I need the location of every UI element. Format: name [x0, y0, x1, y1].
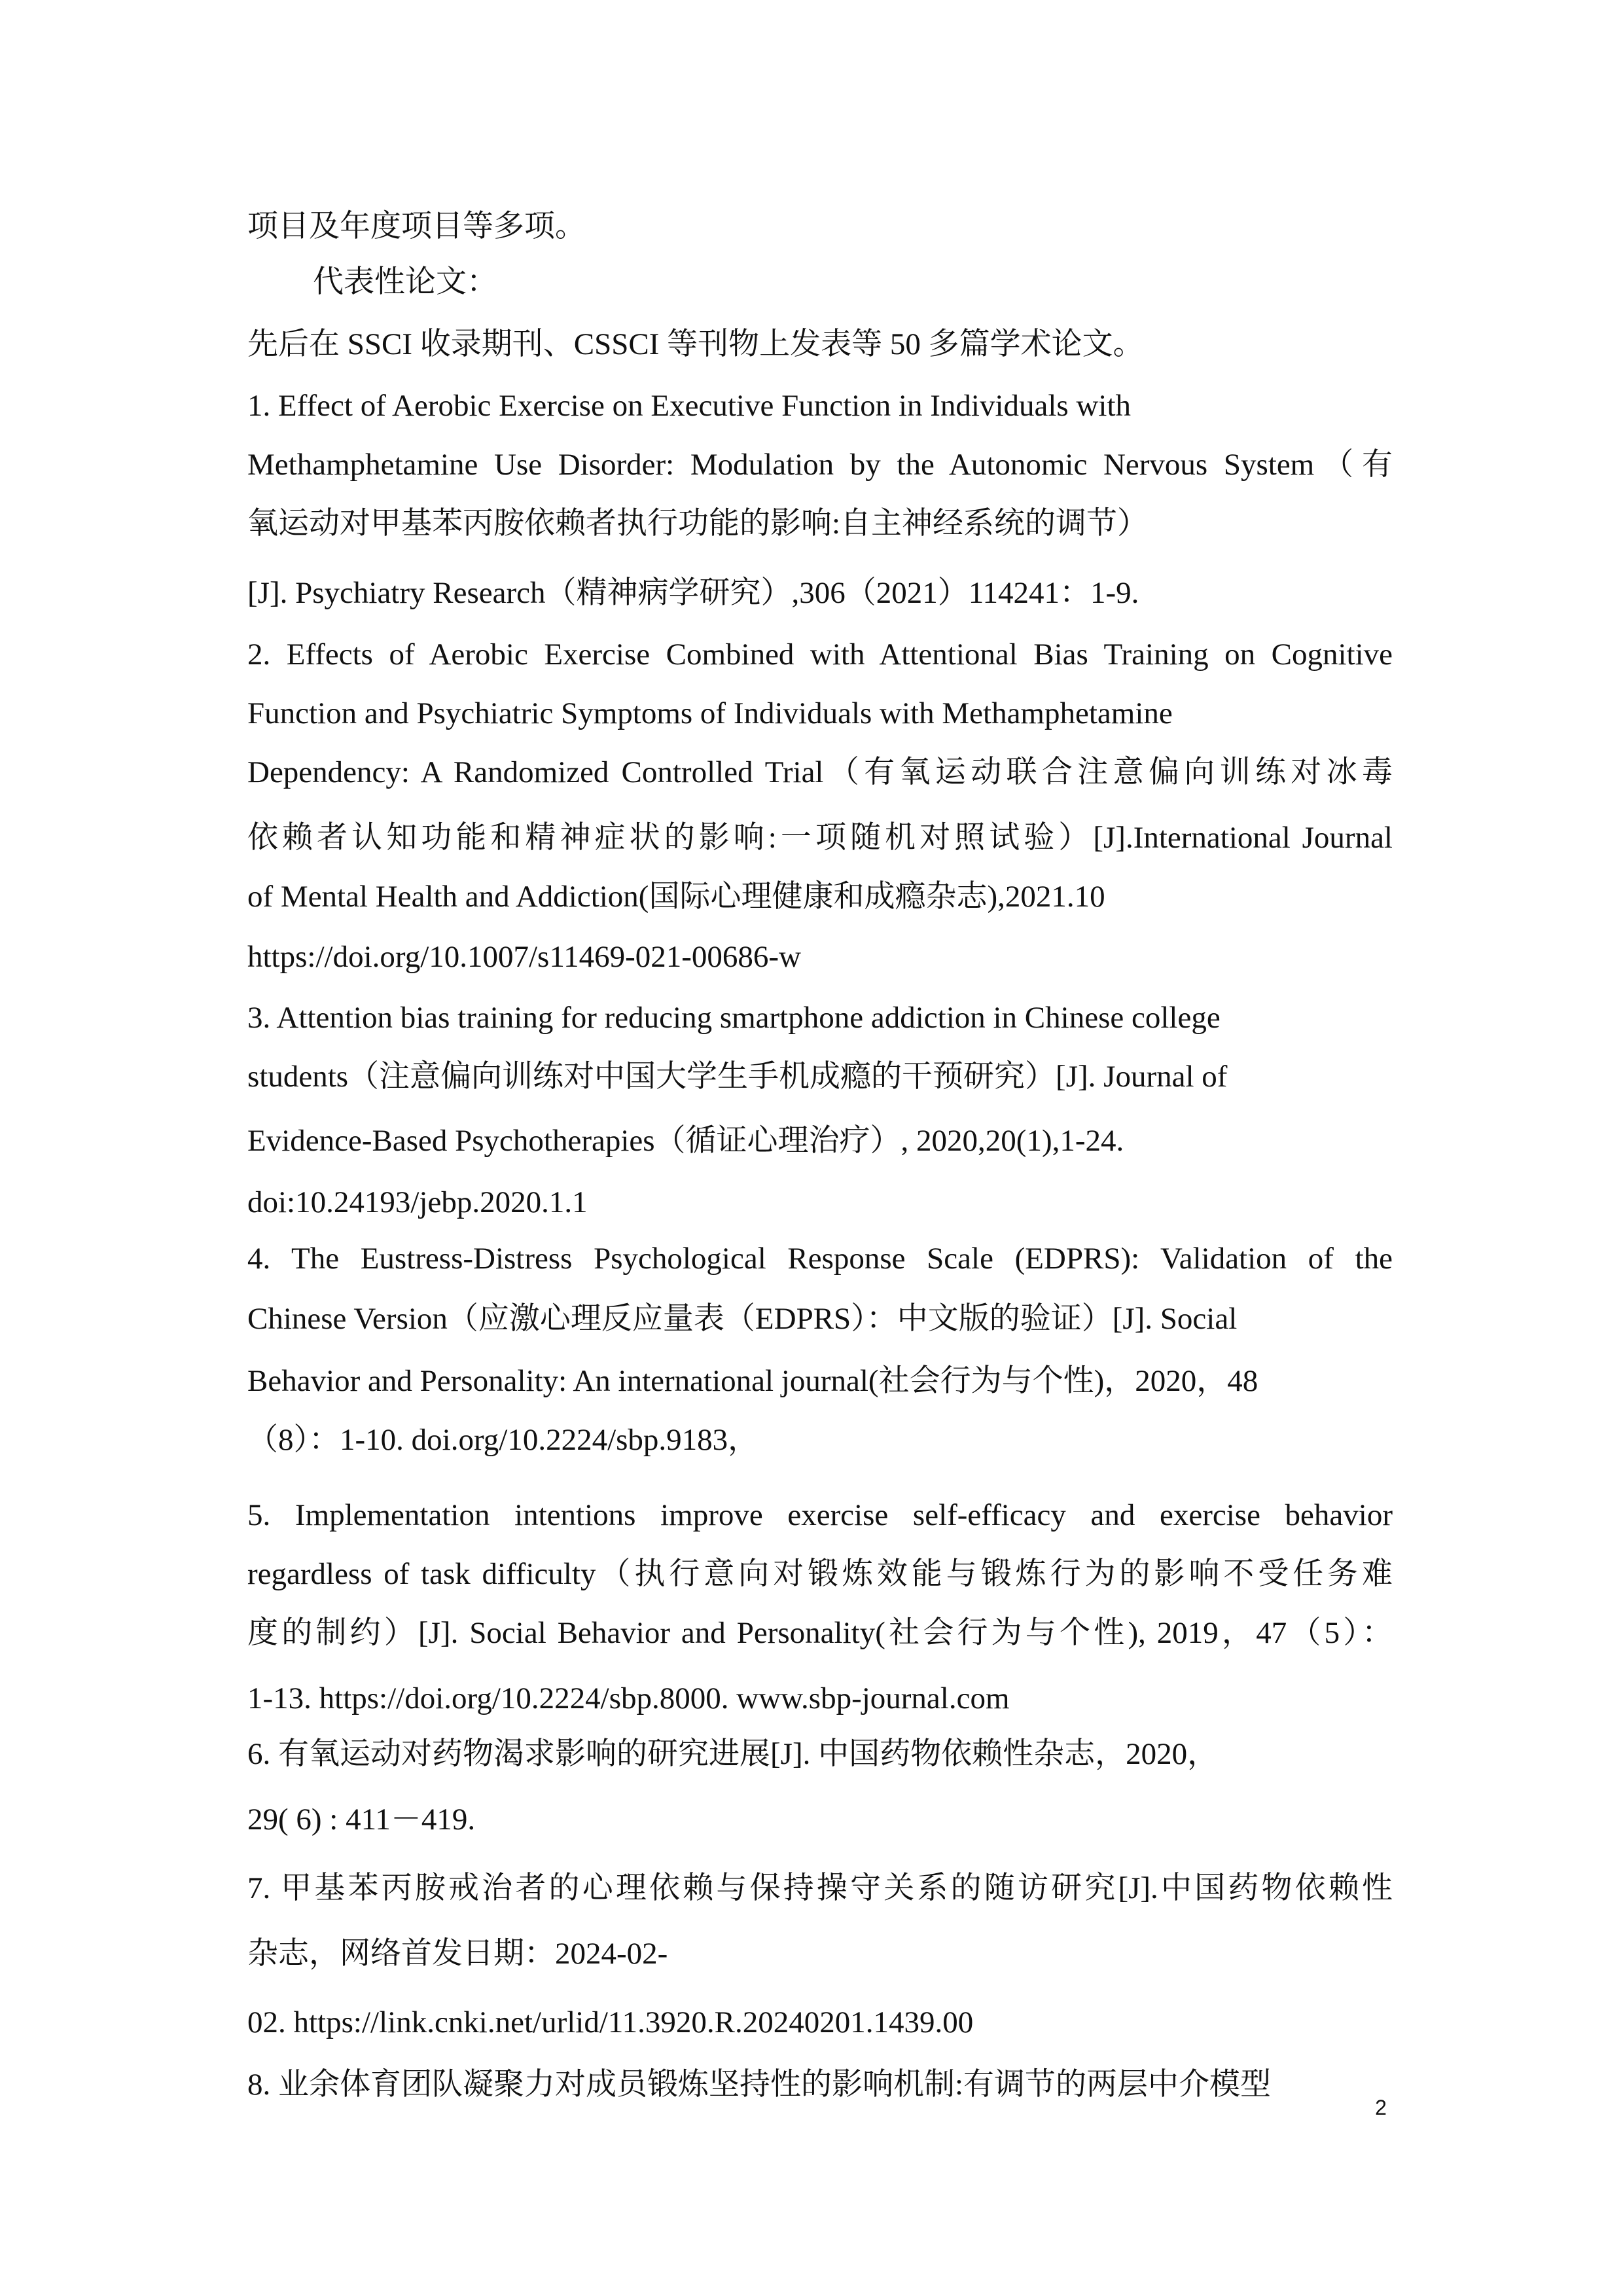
paper-2-line-1: 2. Effects of Aerobic Exercise Combined with Attentional Bias Training on Cognitive — [247, 637, 1393, 672]
paper-1-line-3: 氧运动对甲基苯丙胺依赖者执行功能的影响:自主神经系统的调节） — [247, 507, 1149, 541]
paper-4-line-2: Chinese Version（应激心理反应量表（EDPRS）：中文版的验证）[J]. Social — [247, 1302, 1238, 1336]
paper-3-line-2: students（注意偏向训练对中国大学生手机成瘾的干预研究）[J]. Journal of — [247, 1060, 1228, 1094]
paper-2-line-4: 依赖者认知功能和精神症状的影响:一项随机对照试验）[J].International Journal — [247, 821, 1393, 855]
paper-8-line-1: 8. 业余体育团队凝聚力对成员锻炼坚持性的影响机制:有调节的两层中介模型 — [247, 2068, 1272, 2102]
paper-4-line-3: Behavior and Personality: An international journal(社会行为与个性)，2020，48 — [247, 1364, 1258, 1398]
paper-3-line-1: 3. Attention bias training for reducing smartphone addiction in Chinese college — [247, 1001, 1221, 1035]
paper-5-line-3: 度的制约）[J]. Social Behavior and Personality(社会行为与个性), 2019，47（5）： — [247, 1616, 1393, 1650]
paper-5-line-2: regardless of task difficulty（执行意向对锻炼效能与锻炼行为的影响不受任务难 — [247, 1557, 1393, 1591]
text-line-summary: 先后在 SSCI 收录期刊、CSSCI 等刊物上发表等 50 多篇学术论文。 — [247, 327, 1144, 361]
paper-2-line-5: of Mental Health and Addiction(国际心理健康和成瘾杂志),2021.10 — [247, 880, 1105, 914]
paper-6-line-2: 29( 6) : 411－419. — [247, 1803, 476, 1837]
text-line-continuation: 项目及年度项目等多项。 — [247, 209, 586, 243]
paper-2-line-6: https://doi.org/10.1007/s11469-021-00686-w — [247, 940, 801, 974]
paper-5-line-4: 1-13. https://doi.org/10.2224/sbp.8000. www.sbp-journal.com — [247, 1681, 1010, 1715]
paper-2-line-2: Function and Psychiatric Symptoms of Individuals with Methamphetamine — [247, 696, 1173, 730]
paper-1-line-4: [J]. Psychiatry Research（精神病学研究）,306（2021）114241：1-9. — [247, 576, 1139, 610]
paper-3-line-4: doi:10.24193/jebp.2020.1.1 — [247, 1185, 588, 1219]
paper-6-line-1: 6. 有氧运动对药物渴求影响的研究进展[J]. 中国药物依赖性杂志，2020， — [247, 1737, 1219, 1771]
paper-1-line-2: Methamphetamine Use Disorder: Modulation by the Autonomic Nervous System（有 — [247, 448, 1393, 482]
page-number: 2 — [1375, 2096, 1387, 2119]
paper-3-line-3: Evidence-Based Psychotherapies（循证心理治疗）, 2020,20(1),1-24. — [247, 1124, 1124, 1158]
paper-4-line-4: （8）：1-10. doi.org/10.2224/sbp.9183， — [247, 1423, 759, 1457]
paper-4-line-1: 4. The Eustress-Distress Psychological Response Scale (EDPRS): Validation of the — [247, 1242, 1393, 1276]
paper-1-line-1: 1. Effect of Aerobic Exercise on Executive Function in Individuals with — [247, 389, 1132, 423]
section-heading-representative-papers: 代表性论文： — [313, 265, 497, 299]
paper-7-line-3: 02. https://link.cnki.net/urlid/11.3920.R.20240201.1439.00 — [247, 2005, 974, 2039]
paper-7-line-1: 7. 甲基苯丙胺戒治者的心理依赖与保持操守关系的随访研究[J].中国药物依赖性 — [247, 1871, 1393, 1905]
paper-7-line-2: 杂志，网络首发日期：2024-02- — [247, 1937, 668, 1971]
paper-2-line-3: Dependency: A Randomized Controlled Trial（有氧运动联合注意偏向训练对冰毒 — [247, 755, 1393, 789]
paper-5-line-1: 5. Implementation intentions improve exercise self-efficacy and exercise behavior — [247, 1498, 1393, 1532]
